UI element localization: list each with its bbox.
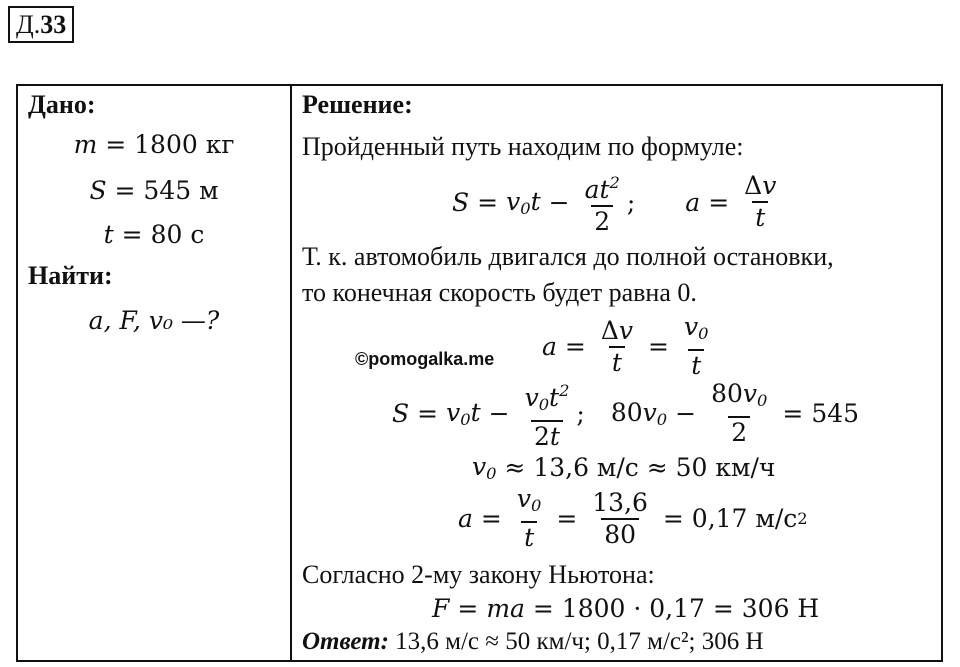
- given-distance: S = 545 м: [89, 176, 219, 205]
- equation-force: F = ma = 1800 · 0,17 = 306 Н: [432, 594, 820, 623]
- given-time-value: = 80 с: [121, 220, 205, 249]
- solution-line-stop: Т. к. автомобиль двигался до полной остановки,: [302, 242, 834, 271]
- given-mass-value: = 1800 кг: [105, 130, 235, 159]
- equation-acceleration-value: a = $\frac{v_0}{t}$ = $\frac{13,6}{80}$ = 0,17 м/с 2: [458, 484, 808, 553]
- equation-substitution: S = $v_0t$ − $\frac{v_0t^2}{2t}$ ; $80v_0$ − $\frac{80v_0}{2}$ = 545: [392, 379, 860, 451]
- given-heading: Дано:: [28, 90, 96, 119]
- find-heading: Найти:: [28, 261, 113, 290]
- acceleration-result: = 0,17 м/с: [662, 504, 798, 534]
- watermark-text: ©pomogalka.me: [355, 349, 495, 369]
- answer-label: Ответ:: [302, 628, 389, 655]
- solution-heading: Решение:: [302, 90, 413, 119]
- solution-column: [292, 86, 941, 660]
- equation-distance-formula: S = $v_0t$ − $\frac{at^2}{2}$ ; a = $\frac{\Delta v}{t}$: [452, 171, 777, 236]
- answer-text: 13,6 м/с ≈ 50 км/ч; 0,17 м/с²; 306 Н: [395, 628, 764, 655]
- task-number: 33: [40, 10, 67, 39]
- given-time: t = 80 с: [103, 220, 205, 249]
- solution-line-newton: Согласно 2-му закону Ньютона:: [302, 560, 655, 589]
- force-result: = 1800 · 0,17 = 306 Н: [532, 594, 820, 623]
- equation-initial-speed: $v_0$ ≈ 13,6 м/с ≈ 50 км/ч: [472, 452, 776, 484]
- solution-table: [16, 84, 943, 662]
- task-number-box: [8, 6, 74, 43]
- equation-acceleration: a = $\frac{\Delta v}{t}$ = $\frac{v_0}{t}$: [542, 312, 709, 381]
- answer-line: [302, 628, 764, 656]
- solution-line-formula-intro: Пройденный путь находим по формуле:: [302, 132, 744, 161]
- given-column: [18, 86, 290, 660]
- task-prefix: Д.: [16, 10, 41, 39]
- given-mass: m = 1800 кг: [73, 130, 235, 159]
- solution-line-final-speed: то конечная скорость будет равна 0.: [302, 278, 697, 307]
- given-distance-value: = 545 м: [114, 176, 219, 205]
- find-values: a, F, v₀ —?: [88, 306, 220, 335]
- initial-speed-value: ≈ 13,6 м/с ≈ 50 км/ч: [504, 453, 776, 483]
